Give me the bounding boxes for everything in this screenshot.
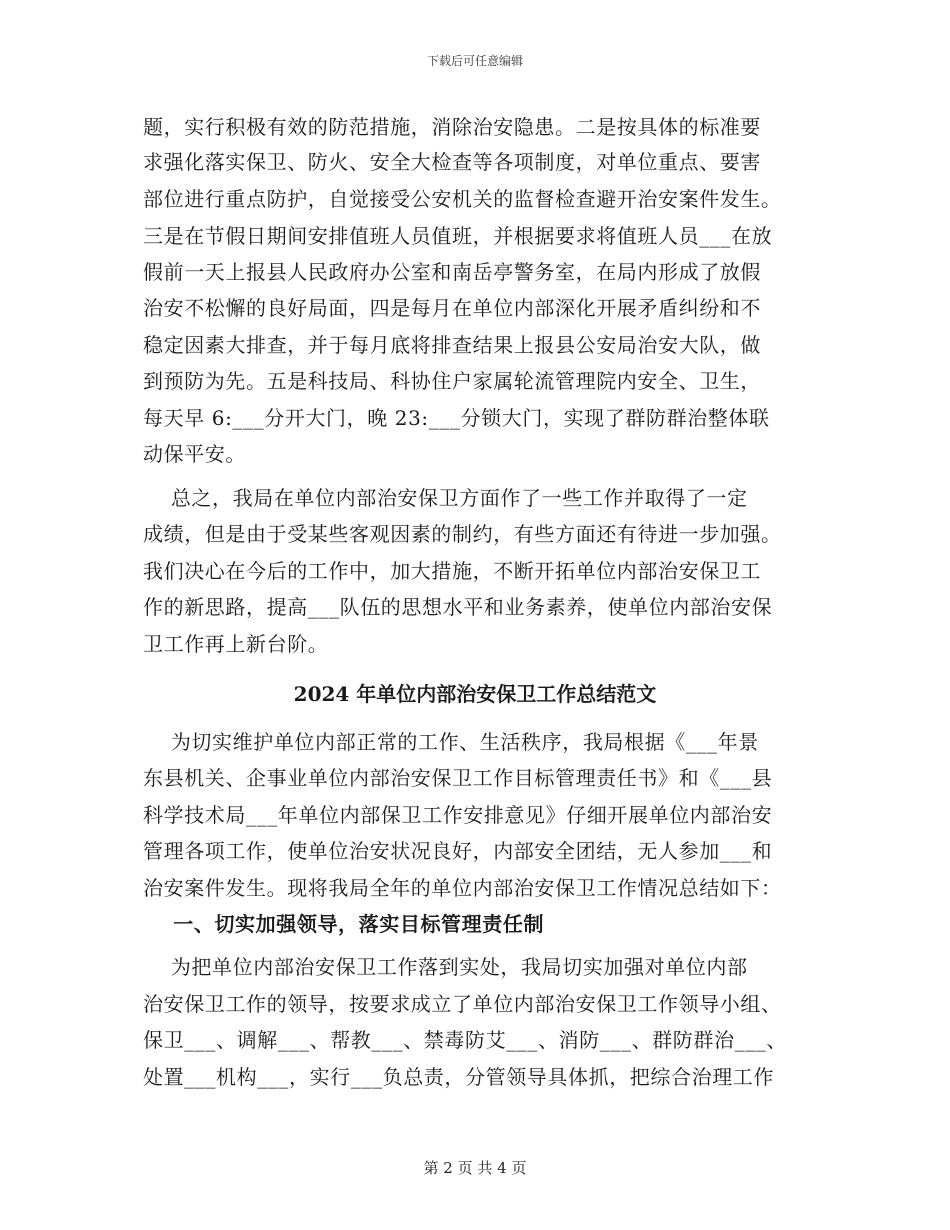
section-title: 2024 年单位内部治安保卫工作总结范文 (293, 682, 657, 706)
paragraph-line: 管理各项工作，使单位治安状况良好，内部安全团结，无人参加___和 (143, 839, 773, 863)
paragraph-line: 部位进行重点防护，自觉接受公安机关的监督检查避开治安案件发生。 (143, 187, 782, 211)
paragraph-line: 稳定因素大排查，并于每月底将排查结果上报县公安局治安大队，做 (143, 333, 761, 357)
paragraph-line: 治安不松懈的良好局面，四是每月在单位内部深化开展矛盾纠纷和不 (143, 296, 761, 320)
paragraph-line: 题，实行积极有效的防范措施，消除治安隐患。二是按具体的标准要 (143, 115, 761, 139)
paragraph-line: 为切实维护单位内部正常的工作、生活秩序，我局根据《___年景 (143, 730, 759, 754)
page-footer: 第 2 页 共 4 页 (423, 1159, 527, 1177)
paragraph-line: 每天早 6:___分开大门，晚 23:___分锁大门，实现了群防群治整体联 (143, 406, 770, 430)
paragraph-line: 三是在节假日期间安排值班人员值班，并根据要求将值班人员___在放 (143, 224, 773, 248)
paragraph-line: 科学技术局___年单位内部保卫工作安排意见》仔细开展单位内部治安 (143, 803, 773, 827)
paragraph-line: 东县机关、企事业单位内部治安保卫工作目标管理责任书》和《___县 (143, 766, 773, 790)
paragraph-line: 治安保卫工作的领导，按要求成立了单位内部治安保卫工作领导小组、 (143, 992, 782, 1016)
paragraph-line: 动保平安。 (143, 442, 246, 466)
paragraph-line: 总之，我局在单位内部治安保卫方面作了一些工作并取得了一定 (143, 486, 748, 510)
paragraph-line: 卫工作再上新台阶。 (143, 632, 329, 656)
paragraph-line: 保卫___、调解___、帮教___、禁毒防艾___、消防___、群防群治___、 (143, 1028, 787, 1052)
paragraph-line: 为把单位内部治安保卫工作落到实处，我局切实加强对单位内部 (143, 955, 748, 979)
paragraph-line: 到预防为先。五是科技局、科协住户家属轮流管理院内安全、卫生， (143, 369, 761, 393)
paragraph-line: 治安案件发生。现将我局全年的单位内部治安保卫工作情况总结如下： (143, 876, 782, 900)
page-header: 下载后可任意编辑 (426, 54, 523, 68)
paragraph-line: 假前一天上报县人民政府办公室和南岳亭警务室，在局内形成了放假 (143, 260, 761, 284)
paragraph-line: 成绩，但是由于受某些客观因素的制约，有些方面还有待进一步加强。 (143, 522, 782, 546)
subsection-heading: 一、切实加强领导，落实目标管理责任制 (143, 912, 545, 936)
paragraph-line: 处置___机构___，实行___负总责，分管领导具体抓，把综合治理工作 (143, 1065, 774, 1089)
paragraph-line: 求强化落实保卫、防火、安全大检查等各项制度，对单位重点、要害 (143, 150, 761, 174)
paragraph-line: 我们决心在今后的工作中，加大措施，不断开拓单位内部治安保卫工 (143, 559, 761, 583)
paragraph-line: 作的新思路，提高___队伍的思想水平和业务素养，使单位内部治安保 (143, 595, 773, 619)
